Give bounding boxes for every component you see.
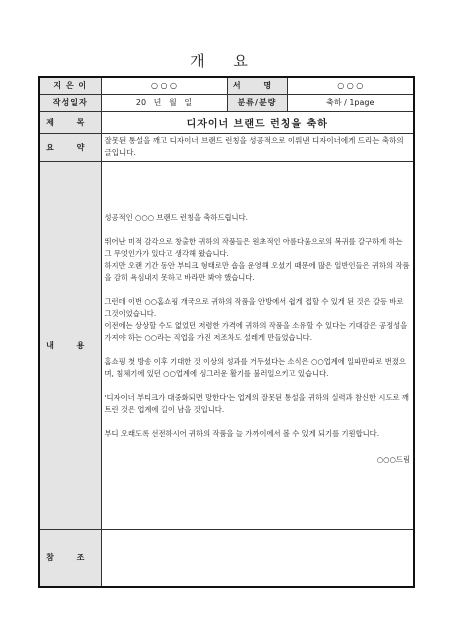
content-paragraph: 부디 오래도록 선전하시어 귀하의 작품을 늘 가까이에서 볼 수 있게 되기를 기원합니다. <box>104 429 380 438</box>
content-signature: ○○○드림 <box>376 455 410 464</box>
author-label: 지 은 이 <box>39 77 101 94</box>
content-label <box>39 161 101 529</box>
content-row <box>39 161 414 529</box>
subject-value: 디자이너 브랜드 런칭을 축하 <box>101 111 414 133</box>
category-value: 축하 / 1page <box>287 94 414 111</box>
author-row <box>39 77 414 94</box>
subject-row <box>39 111 414 133</box>
content-paragraph: 홈쇼핑 첫 방송 이후 기대한 것 이상의 성과를 거두셨다는 소식은 ○○업계에 일파만파로 번졌으며, 침체기에 있던 ○○업계에 싱그러운 활기를 불러일으키고 있습니다. <box>104 357 406 378</box>
reference-label <box>39 529 101 587</box>
signature-label-text: 서 명 <box>232 81 282 91</box>
date-row <box>39 94 414 111</box>
reference-label-text: 참 조 <box>46 553 95 563</box>
category-label: 분류/분량 <box>227 94 287 111</box>
content-paragraph: '디자이너 부티크가 대중화되면 망한다'는 업계의 잘못된 통설을 귀하의 실력과 참신한 시도로 깨트린 것은 업계에 길이 남을 것입니다. <box>104 393 409 414</box>
content-paragraph: 성공적인 ○○○ 브랜드 런칭을 축하드립니다. <box>104 213 248 222</box>
content-label-text: 내 용 <box>46 340 95 350</box>
signature-value: ○ ○ ○ <box>287 77 414 94</box>
date-label: 작성일자 <box>39 94 101 111</box>
subject-label <box>39 111 101 133</box>
summary-text: 잘못된 통설을 깨고 디자이너 브랜드 런칭을 성공적으로 이뤄낸 디자이너에게 드리는 축하의 글입니다. <box>101 133 414 161</box>
reference-row <box>39 529 414 587</box>
content-paragraph: 그런데 이번 ○○홈쇼핑 개국으로 귀하의 작품을 안방에서 쉽게 접할 수 있게 된 것은 갈등 바로 그것이었습니다. 이전에는 상상할 수도 없었던 저렴한 가격에 귀하의 작품을 소유할 수 있다는 기대감은 공정성을 가져야 하는 ○○라는 직업을 가진 저조차도 설레게 만들었습니다. <box>104 297 408 342</box>
subject-label-text: 제 목 <box>46 117 95 127</box>
page-title: 개 요 <box>190 52 260 70</box>
summary-label <box>39 133 101 161</box>
reference-value <box>101 529 414 587</box>
author-value: ○ ○ ○ <box>101 77 227 94</box>
content-body <box>101 161 414 529</box>
signature-label <box>227 77 287 94</box>
date-value: 20 년 월 일 <box>101 94 227 111</box>
content-paragraph: 뛰어난 미적 감각으로 창출한 귀하의 작품들은 원초적인 아름다움으로의 복귀를 갈구하게 하는 그 무엇인가가 있다고 생각해 왔습니다. 하지만 오랜 기간 동안 부티크 형태로만 숍을 운영해 오셨기 때문에 많은 일반인들은 귀하의 작품을 감히 욕심내지 못하고 바라만 봐야 했습니다. <box>104 237 410 282</box>
summary-label-text: 요 약 <box>46 142 95 152</box>
overview-table <box>38 76 415 588</box>
summary-row <box>39 133 414 161</box>
